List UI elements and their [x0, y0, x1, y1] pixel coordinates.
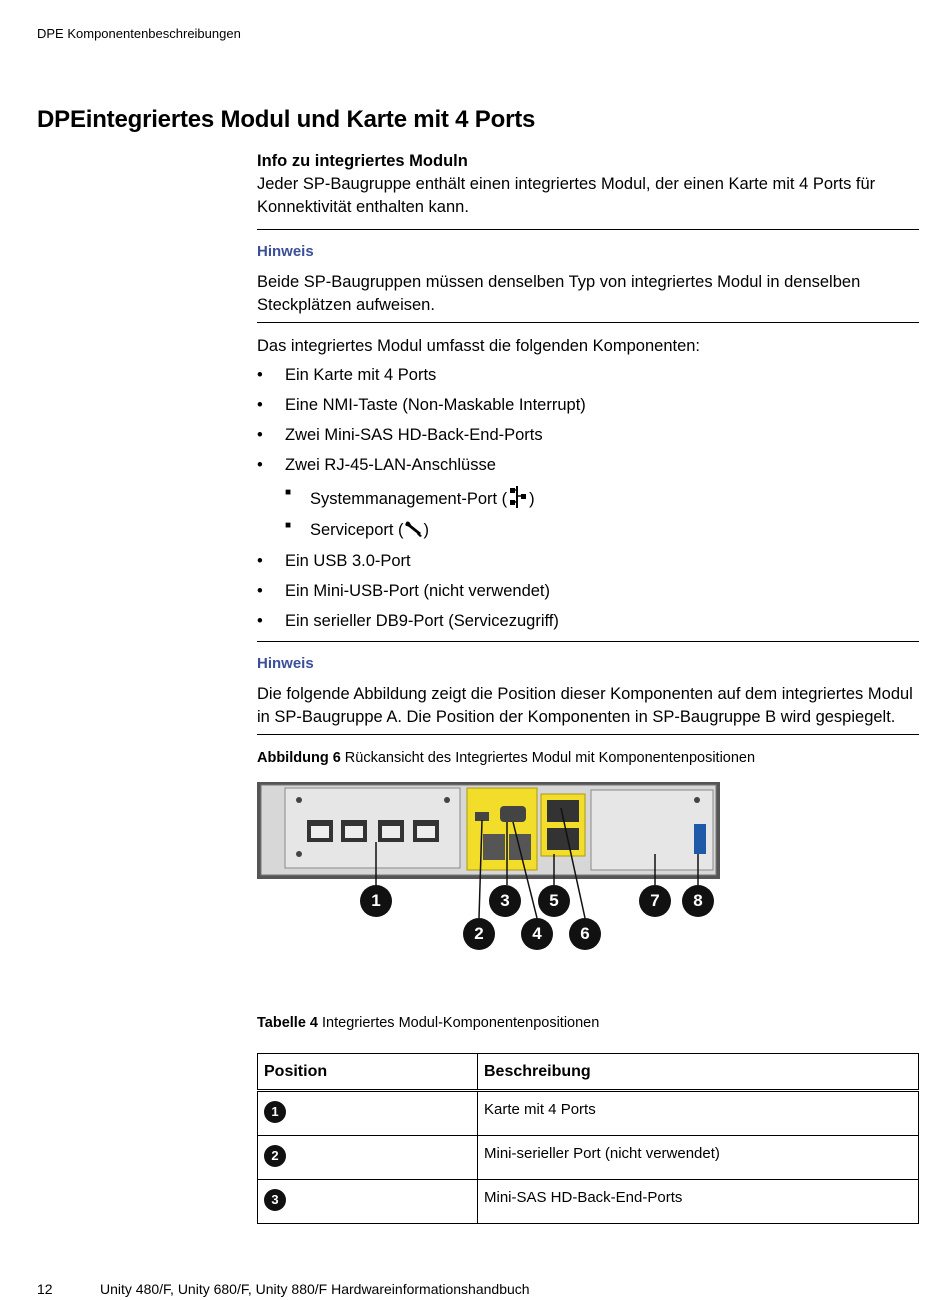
- note-box-1: [257, 229, 919, 323]
- note-title-2: Hinweis: [257, 655, 314, 672]
- figure-label: Abbildung 6: [257, 750, 341, 766]
- header-description: Beschreibung: [478, 1054, 919, 1091]
- position-badge: 2: [264, 1145, 286, 1167]
- components-intro: Das integriertes Modul umfasst die folgenden Komponenten:: [257, 337, 701, 355]
- section-title: DPEintegriertes Modul und Karte mit 4 Ports: [37, 106, 536, 133]
- callout-3: 3: [489, 885, 521, 917]
- components-table: [257, 1053, 919, 1224]
- sublist-item: [285, 486, 919, 511]
- table-header-row: [258, 1054, 919, 1091]
- sublist-item-label: Serviceport (: [310, 521, 404, 539]
- sublist-item-close: ): [529, 490, 535, 508]
- list-item: • Ein Karte mit 4 Ports: [257, 364, 919, 387]
- page-number: 12: [37, 1281, 53, 1297]
- running-header: DPE Komponentenbeschreibungen: [37, 26, 241, 41]
- description-cell: Karte mit 4 Ports: [478, 1091, 919, 1136]
- callout-8: 8: [682, 885, 714, 917]
- sublist-item-close: ): [423, 521, 430, 539]
- position-cell: [258, 1136, 478, 1180]
- callout-5: 5: [538, 885, 570, 917]
- table-caption-text: Integriertes Modul-Komponentenpositionen: [317, 1015, 600, 1031]
- rear-view-figure: [257, 782, 727, 962]
- header-position: Position: [258, 1054, 478, 1091]
- table-row: [258, 1091, 919, 1136]
- rj45-sublist: [285, 486, 919, 542]
- table-row: [258, 1136, 919, 1180]
- callout-2: 2: [463, 918, 495, 950]
- list-item: • Ein USB 3.0-Port: [257, 550, 919, 573]
- callout-4: 4: [521, 918, 553, 950]
- wrench-icon: [404, 521, 424, 539]
- table-caption: [257, 1012, 919, 1035]
- note-box-2: [257, 641, 919, 735]
- info-heading: Info zu integriertes Moduln: [257, 152, 468, 170]
- callout-1: 1: [360, 885, 392, 917]
- footer-title: Unity 480/F, Unity 680/F, Unity 880/F Hardwareinformationshandbuch: [100, 1281, 530, 1297]
- callout-6: 6: [569, 918, 601, 950]
- note-title-1: Hinweis: [257, 243, 314, 260]
- table-label: Tabelle 4: [257, 1015, 318, 1031]
- description-cell: Mini-serieller Port (nicht verwendet): [478, 1136, 919, 1180]
- list-item: • Eine NMI-Taste (Non-Maskable Interrupt): [257, 394, 919, 417]
- note-text-2: Die folgende Abbildung zeigt die Position dieser Komponenten auf dem integriertes Modul in SP-Baugruppe A. Die Position der Komponenten in SP-Baugruppe B wird gespiegelt.: [257, 685, 913, 726]
- list-item: • Ein serieller DB9-Port (Servicezugriff): [257, 610, 919, 633]
- list-item-label: Zwei RJ-45-LAN-Anschlüsse: [285, 456, 496, 474]
- list-item-rj45: [257, 454, 919, 542]
- page-footer: [37, 1281, 530, 1297]
- figure-caption-text: Rückansicht des Integriertes Modul mit Komponentenpositionen: [340, 750, 756, 766]
- info-text: Jeder SP-Baugruppe enthält einen integriertes Modul, der einen Karte mit 4 Ports für Konnektivität enthalten kann.: [257, 175, 876, 216]
- position-badge: 3: [264, 1189, 286, 1211]
- table-row: [258, 1180, 919, 1224]
- components-list: [257, 364, 919, 633]
- list-item: • Ein Mini-USB-Port (nicht verwendet): [257, 580, 919, 603]
- main-content: [257, 150, 919, 1224]
- position-badge: 1: [264, 1101, 286, 1123]
- description-cell: Mini-SAS HD-Back-End-Ports: [478, 1180, 919, 1224]
- position-cell: [258, 1180, 478, 1224]
- figure-caption: [257, 747, 919, 770]
- network-management-icon: [507, 490, 529, 508]
- position-cell: [258, 1091, 478, 1136]
- sublist-item-label: Systemmanagement-Port (: [310, 490, 508, 508]
- note-text-1: Beide SP-Baugruppen müssen denselben Typ von integriertes Modul in denselben Steckplätzen aufweisen.: [257, 273, 861, 314]
- sublist-item: [285, 519, 919, 542]
- list-item: • Zwei Mini-SAS HD-Back-End-Ports: [257, 424, 919, 447]
- callout-7: 7: [639, 885, 671, 917]
